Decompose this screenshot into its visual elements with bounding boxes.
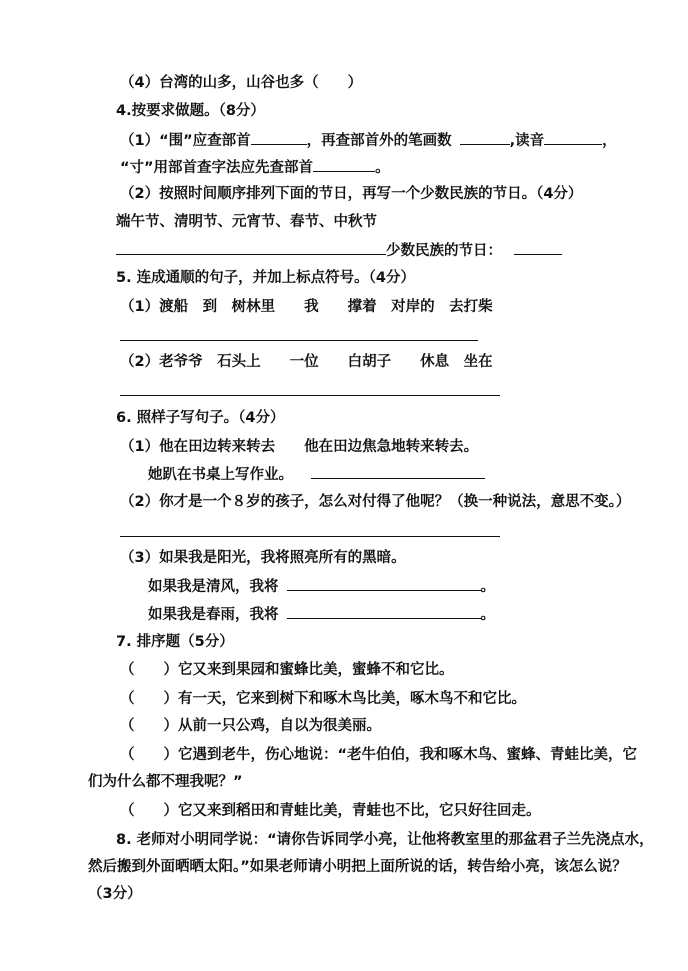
festival-list: 端午节、清明节、元宵节、春节、中秋节 [116, 214, 377, 230]
q7-item-c: （ ）从前一只公鸡，自以为很美丽。 [120, 718, 381, 734]
q4-part1-text-d: ， [602, 133, 617, 149]
q6-part2: （2）你才是一个８岁的孩子，怎么对付得了他呢？（换一种说法，意思不变。） [120, 494, 631, 510]
period: 。 [480, 579, 495, 595]
question-7-title: 7. 排序题（5分） [116, 634, 234, 650]
answer-blank[interactable] [544, 130, 602, 145]
minority-festival-label: 少数民族的节日： [386, 243, 502, 259]
q4-part1-line1 [120, 130, 617, 151]
q6-part1-task [148, 464, 485, 485]
q7-item-a: （ ）它又来到果园和蜜蜂比美，蜜蜂不和它比。 [120, 662, 454, 678]
answer-line[interactable] [120, 340, 478, 341]
question-4-title: 4.按要求做题。（8分） [116, 103, 265, 119]
question-5-title: 5. 连成通顺的句子，并加上标点符号。（4分） [116, 270, 415, 286]
q7-item-d-line2: 们为什么都不理我呢？” [88, 774, 243, 790]
q4-part1-text-c: ,读音 [509, 133, 545, 149]
q6-part3: （3）如果我是阳光，我将照亮所有的黑暗。 [120, 550, 406, 566]
answer-blank[interactable] [287, 604, 481, 619]
answer-blank[interactable] [287, 576, 481, 591]
q4-part1-text-b: ，再查部首外的笔画数 [306, 133, 452, 149]
q6-part3-b-text: 如果我是春雨，我将 [148, 607, 279, 623]
answer-blank[interactable] [116, 240, 386, 255]
answer-blank[interactable] [514, 240, 562, 255]
question-6-title: 6. 照样子写句子。（4分） [116, 410, 285, 426]
answer-blank[interactable] [460, 130, 510, 145]
question-8-line2: 然后搬到外面晒晒太阳。”如果老师请小明把上面所说的话，转告给小亮，该怎么说？ [88, 859, 627, 875]
answer-blank[interactable] [311, 464, 485, 479]
answer-line[interactable] [120, 395, 500, 396]
q7-item-b: （ ）有一天，它来到树下和啄木鸟比美，啄木鸟不和它比。 [120, 691, 526, 707]
q6-part1-sentence: 她趴在书桌上写作业。 [148, 467, 293, 483]
festival-answer-line [116, 240, 562, 261]
q4-part2: （2）按照时间顺序排列下面的节日，再写一个少数民族的节日。（4分） [120, 186, 583, 202]
period: 。 [480, 607, 495, 623]
answer-line[interactable] [120, 536, 500, 537]
question-8-score: （3分） [88, 886, 142, 902]
q4-part1-text-e: “寸”用部首查字法应先查部首 [120, 160, 314, 176]
q4-part1-text-a: （1）“围”应查部首 [120, 133, 251, 149]
q6-part3-a [148, 576, 495, 597]
q4-part1-text-f: 。 [375, 160, 390, 176]
q4-part1-line2 [120, 157, 390, 178]
answer-blank[interactable] [251, 130, 307, 145]
q6-part1-example: （1）他在田边转来转去 他在田边焦急地转来转去。 [120, 439, 479, 455]
q5-part1-words: （1）渡船 到 树林里 我 撑着 对岸的 去打柴 [120, 299, 493, 315]
q5-part2-words: （2）老爷爷 石头上 一位 白胡子 休息 坐在 [120, 354, 493, 370]
answer-blank[interactable] [313, 157, 375, 172]
question-8-line1: 8. 老师对小明同学说：“请你告诉同学小亮，让他将教室里的那盆君子兰先浇点水， [116, 832, 654, 848]
q6-part3-a-text: 如果我是清风，我将 [148, 579, 279, 595]
q7-item-d-line1: （ ）它遇到老牛，伤心地说：“老牛伯伯，我和啄木鸟、蜜蜂、青蛙比美，它 [120, 747, 638, 763]
question-4-item: （4）台湾的山多，山谷也多（ ） [120, 75, 363, 91]
q6-part3-b [148, 604, 495, 625]
q7-item-e: （ ）它又来到稻田和青蛙比美，青蛙也不比，它只好往回走。 [120, 803, 541, 819]
